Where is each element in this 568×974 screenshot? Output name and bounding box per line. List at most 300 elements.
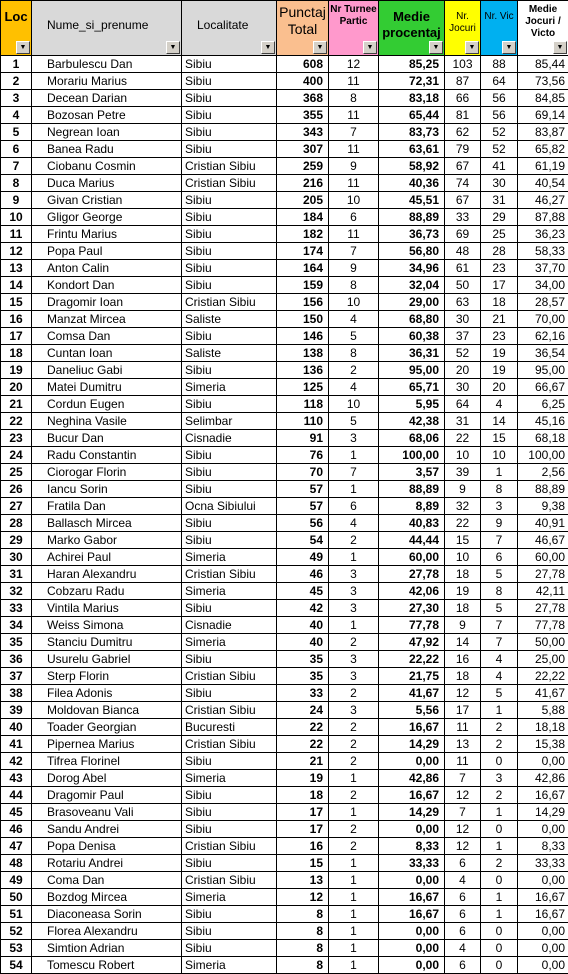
cell-games-per-win[interactable]: 70,00 bbox=[518, 311, 568, 328]
table-row[interactable] bbox=[1, 226, 568, 243]
cell-avg-percent[interactable]: 0,00 bbox=[379, 821, 445, 838]
cell-city[interactable]: Cristian Sibiu bbox=[182, 702, 277, 719]
cell-name[interactable]: Bozosan Petre bbox=[32, 107, 182, 124]
cell-name[interactable]: Comsa Dan bbox=[32, 328, 182, 345]
cell-games[interactable]: 6 bbox=[445, 889, 481, 906]
cell-wins[interactable]: 0 bbox=[481, 940, 518, 957]
cell-games[interactable]: 22 bbox=[445, 515, 481, 532]
cell-games[interactable]: 7 bbox=[445, 770, 481, 787]
cell-name[interactable]: Daneliuc Gabi bbox=[32, 362, 182, 379]
cell-points[interactable]: 57 bbox=[277, 481, 329, 498]
cell-games[interactable]: 30 bbox=[445, 311, 481, 328]
cell-city[interactable]: Sibiu bbox=[182, 226, 277, 243]
cell-loc[interactable]: 47 bbox=[1, 838, 32, 855]
table-row[interactable] bbox=[1, 668, 568, 685]
filter-dropdown-icon[interactable]: ▼ bbox=[553, 41, 567, 54]
cell-avg-percent[interactable]: 14,29 bbox=[379, 804, 445, 821]
cell-city[interactable]: Saliste bbox=[182, 345, 277, 362]
cell-wins[interactable]: 23 bbox=[481, 328, 518, 345]
cell-games-per-win[interactable]: 73,56 bbox=[518, 73, 568, 90]
cell-wins[interactable]: 3 bbox=[481, 498, 518, 515]
cell-loc[interactable]: 36 bbox=[1, 651, 32, 668]
cell-loc[interactable]: 37 bbox=[1, 668, 32, 685]
cell-games[interactable]: 6 bbox=[445, 957, 481, 974]
cell-loc[interactable]: 51 bbox=[1, 906, 32, 923]
cell-games-per-win[interactable]: 16,67 bbox=[518, 906, 568, 923]
cell-wins[interactable]: 19 bbox=[481, 362, 518, 379]
cell-points[interactable]: 49 bbox=[277, 549, 329, 566]
cell-name[interactable]: Usurelu Gabriel bbox=[32, 651, 182, 668]
cell-wins[interactable]: 17 bbox=[481, 277, 518, 294]
cell-games[interactable]: 13 bbox=[445, 736, 481, 753]
cell-games-per-win[interactable]: 46,67 bbox=[518, 532, 568, 549]
cell-points[interactable]: 159 bbox=[277, 277, 329, 294]
cell-wins[interactable]: 56 bbox=[481, 90, 518, 107]
cell-games-per-win[interactable]: 50,00 bbox=[518, 634, 568, 651]
cell-tournaments[interactable]: 7 bbox=[329, 243, 379, 260]
cell-tournaments[interactable]: 12 bbox=[329, 56, 379, 73]
cell-loc[interactable]: 16 bbox=[1, 311, 32, 328]
cell-tournaments[interactable]: 2 bbox=[329, 787, 379, 804]
cell-name[interactable]: Cordun Eugen bbox=[32, 396, 182, 413]
cell-wins[interactable]: 0 bbox=[481, 753, 518, 770]
cell-city[interactable]: Sibiu bbox=[182, 855, 277, 872]
cell-wins[interactable]: 18 bbox=[481, 294, 518, 311]
cell-wins[interactable]: 30 bbox=[481, 175, 518, 192]
cell-tournaments[interactable]: 3 bbox=[329, 668, 379, 685]
cell-avg-percent[interactable]: 34,96 bbox=[379, 260, 445, 277]
cell-games[interactable]: 52 bbox=[445, 345, 481, 362]
header-points[interactable] bbox=[277, 1, 329, 56]
cell-city[interactable]: Cristian Sibiu bbox=[182, 175, 277, 192]
cell-city[interactable]: Sibiu bbox=[182, 753, 277, 770]
cell-tournaments[interactable]: 2 bbox=[329, 753, 379, 770]
cell-games-per-win[interactable]: 46,27 bbox=[518, 192, 568, 209]
cell-name[interactable]: Givan Cristian bbox=[32, 192, 182, 209]
cell-games[interactable]: 63 bbox=[445, 294, 481, 311]
cell-tournaments[interactable]: 1 bbox=[329, 617, 379, 634]
cell-tournaments[interactable]: 5 bbox=[329, 328, 379, 345]
table-row[interactable] bbox=[1, 821, 568, 838]
cell-wins[interactable]: 23 bbox=[481, 260, 518, 277]
cell-tournaments[interactable]: 8 bbox=[329, 90, 379, 107]
table-row[interactable] bbox=[1, 413, 568, 430]
cell-city[interactable]: Cristian Sibiu bbox=[182, 838, 277, 855]
cell-games-per-win[interactable]: 16,67 bbox=[518, 889, 568, 906]
cell-points[interactable]: 42 bbox=[277, 600, 329, 617]
cell-tournaments[interactable]: 1 bbox=[329, 906, 379, 923]
cell-city[interactable]: Sibiu bbox=[182, 209, 277, 226]
cell-loc[interactable]: 50 bbox=[1, 889, 32, 906]
cell-tournaments[interactable]: 3 bbox=[329, 583, 379, 600]
cell-name[interactable]: Gligor George bbox=[32, 209, 182, 226]
cell-points[interactable]: 54 bbox=[277, 532, 329, 549]
cell-city[interactable]: Sibiu bbox=[182, 600, 277, 617]
cell-name[interactable]: Tomescu Robert bbox=[32, 957, 182, 974]
cell-points[interactable]: 35 bbox=[277, 651, 329, 668]
table-row[interactable] bbox=[1, 311, 568, 328]
cell-games[interactable]: 12 bbox=[445, 685, 481, 702]
cell-loc[interactable]: 2 bbox=[1, 73, 32, 90]
cell-name[interactable]: Bucur Dan bbox=[32, 430, 182, 447]
cell-wins[interactable]: 1 bbox=[481, 464, 518, 481]
cell-city[interactable]: Sibiu bbox=[182, 685, 277, 702]
cell-name[interactable]: Sterp Florin bbox=[32, 668, 182, 685]
cell-loc[interactable]: 5 bbox=[1, 124, 32, 141]
cell-name[interactable]: Matei Dumitru bbox=[32, 379, 182, 396]
cell-name[interactable]: Filea Adonis bbox=[32, 685, 182, 702]
cell-city[interactable]: Simeria bbox=[182, 549, 277, 566]
cell-loc[interactable]: 23 bbox=[1, 430, 32, 447]
cell-name[interactable]: Dragomir Ioan bbox=[32, 294, 182, 311]
cell-city[interactable]: Cristian Sibiu bbox=[182, 872, 277, 889]
cell-wins[interactable]: 15 bbox=[481, 430, 518, 447]
cell-points[interactable]: 184 bbox=[277, 209, 329, 226]
cell-tournaments[interactable]: 1 bbox=[329, 549, 379, 566]
cell-tournaments[interactable]: 10 bbox=[329, 192, 379, 209]
cell-avg-percent[interactable]: 36,73 bbox=[379, 226, 445, 243]
cell-tournaments[interactable]: 4 bbox=[329, 311, 379, 328]
cell-games-per-win[interactable]: 100,00 bbox=[518, 447, 568, 464]
cell-games[interactable]: 12 bbox=[445, 838, 481, 855]
cell-points[interactable]: 156 bbox=[277, 294, 329, 311]
table-row[interactable] bbox=[1, 872, 568, 889]
cell-loc[interactable]: 39 bbox=[1, 702, 32, 719]
cell-games-per-win[interactable]: 0,00 bbox=[518, 940, 568, 957]
cell-avg-percent[interactable]: 40,83 bbox=[379, 515, 445, 532]
cell-wins[interactable]: 31 bbox=[481, 192, 518, 209]
cell-avg-percent[interactable]: 3,57 bbox=[379, 464, 445, 481]
table-row[interactable] bbox=[1, 787, 568, 804]
cell-loc[interactable]: 29 bbox=[1, 532, 32, 549]
cell-city[interactable]: Sibiu bbox=[182, 804, 277, 821]
cell-tournaments[interactable]: 2 bbox=[329, 634, 379, 651]
cell-tournaments[interactable]: 11 bbox=[329, 226, 379, 243]
cell-points[interactable]: 307 bbox=[277, 141, 329, 158]
table-row[interactable] bbox=[1, 243, 568, 260]
cell-city[interactable]: Sibiu bbox=[182, 107, 277, 124]
cell-points[interactable]: 76 bbox=[277, 447, 329, 464]
cell-games-per-win[interactable]: 42,86 bbox=[518, 770, 568, 787]
cell-city[interactable]: Saliste bbox=[182, 311, 277, 328]
cell-wins[interactable]: 7 bbox=[481, 634, 518, 651]
table-row[interactable] bbox=[1, 736, 568, 753]
table-row[interactable] bbox=[1, 328, 568, 345]
cell-games-per-win[interactable]: 14,29 bbox=[518, 804, 568, 821]
cell-loc[interactable]: 13 bbox=[1, 260, 32, 277]
cell-avg-percent[interactable]: 0,00 bbox=[379, 940, 445, 957]
cell-loc[interactable]: 28 bbox=[1, 515, 32, 532]
cell-name[interactable]: Ciorogar Florin bbox=[32, 464, 182, 481]
cell-loc[interactable]: 35 bbox=[1, 634, 32, 651]
cell-avg-percent[interactable]: 42,06 bbox=[379, 583, 445, 600]
cell-tournaments[interactable]: 6 bbox=[329, 498, 379, 515]
cell-games-per-win[interactable]: 95,00 bbox=[518, 362, 568, 379]
cell-games-per-win[interactable]: 0,00 bbox=[518, 753, 568, 770]
cell-avg-percent[interactable]: 36,31 bbox=[379, 345, 445, 362]
cell-tournaments[interactable]: 4 bbox=[329, 515, 379, 532]
cell-wins[interactable]: 21 bbox=[481, 311, 518, 328]
cell-tournaments[interactable]: 10 bbox=[329, 396, 379, 413]
cell-games[interactable]: 18 bbox=[445, 566, 481, 583]
cell-city[interactable]: Sibiu bbox=[182, 90, 277, 107]
cell-points[interactable]: 400 bbox=[277, 73, 329, 90]
cell-tournaments[interactable]: 2 bbox=[329, 362, 379, 379]
cell-games-per-win[interactable]: 33,33 bbox=[518, 855, 568, 872]
cell-avg-percent[interactable]: 60,38 bbox=[379, 328, 445, 345]
cell-games[interactable]: 10 bbox=[445, 549, 481, 566]
cell-games[interactable]: 103 bbox=[445, 56, 481, 73]
table-row[interactable] bbox=[1, 90, 568, 107]
cell-name[interactable]: Popa Denisa bbox=[32, 838, 182, 855]
cell-city[interactable]: Sibiu bbox=[182, 260, 277, 277]
cell-avg-percent[interactable]: 32,04 bbox=[379, 277, 445, 294]
cell-city[interactable]: Sibiu bbox=[182, 328, 277, 345]
cell-games-per-win[interactable]: 27,78 bbox=[518, 566, 568, 583]
cell-points[interactable]: 57 bbox=[277, 498, 329, 515]
cell-games[interactable]: 18 bbox=[445, 600, 481, 617]
cell-loc[interactable]: 3 bbox=[1, 90, 32, 107]
cell-wins[interactable]: 2 bbox=[481, 855, 518, 872]
cell-games-per-win[interactable]: 42,11 bbox=[518, 583, 568, 600]
cell-games[interactable]: 16 bbox=[445, 651, 481, 668]
cell-tournaments[interactable]: 11 bbox=[329, 175, 379, 192]
cell-points[interactable]: 91 bbox=[277, 430, 329, 447]
cell-tournaments[interactable]: 1 bbox=[329, 855, 379, 872]
cell-avg-percent[interactable]: 88,89 bbox=[379, 481, 445, 498]
cell-name[interactable]: Fratila Dan bbox=[32, 498, 182, 515]
cell-city[interactable]: Simeria bbox=[182, 770, 277, 787]
cell-loc[interactable]: 14 bbox=[1, 277, 32, 294]
cell-loc[interactable]: 40 bbox=[1, 719, 32, 736]
cell-name[interactable]: Sandu Andrei bbox=[32, 821, 182, 838]
cell-avg-percent[interactable]: 0,00 bbox=[379, 957, 445, 974]
cell-wins[interactable]: 52 bbox=[481, 141, 518, 158]
cell-wins[interactable]: 64 bbox=[481, 73, 518, 90]
table-row[interactable] bbox=[1, 141, 568, 158]
cell-avg-percent[interactable]: 5,56 bbox=[379, 702, 445, 719]
cell-wins[interactable]: 4 bbox=[481, 396, 518, 413]
cell-games-per-win[interactable]: 0,00 bbox=[518, 821, 568, 838]
header-city[interactable] bbox=[182, 1, 277, 56]
cell-city[interactable]: Sibiu bbox=[182, 73, 277, 90]
cell-points[interactable]: 8 bbox=[277, 906, 329, 923]
cell-games[interactable]: 10 bbox=[445, 447, 481, 464]
cell-city[interactable]: Sibiu bbox=[182, 906, 277, 923]
cell-name[interactable]: Manzat Mircea bbox=[32, 311, 182, 328]
cell-tournaments[interactable]: 2 bbox=[329, 532, 379, 549]
cell-avg-percent[interactable]: 40,36 bbox=[379, 175, 445, 192]
table-row[interactable] bbox=[1, 957, 568, 974]
cell-wins[interactable]: 29 bbox=[481, 209, 518, 226]
cell-wins[interactable]: 25 bbox=[481, 226, 518, 243]
cell-city[interactable]: Sibiu bbox=[182, 940, 277, 957]
cell-loc[interactable]: 45 bbox=[1, 804, 32, 821]
cell-games-per-win[interactable]: 77,78 bbox=[518, 617, 568, 634]
filter-dropdown-icon[interactable]: ▼ bbox=[429, 41, 443, 54]
table-row[interactable] bbox=[1, 209, 568, 226]
cell-wins[interactable]: 1 bbox=[481, 838, 518, 855]
table-row[interactable] bbox=[1, 260, 568, 277]
cell-name[interactable]: Kondort Dan bbox=[32, 277, 182, 294]
cell-points[interactable]: 19 bbox=[277, 770, 329, 787]
cell-tournaments[interactable]: 3 bbox=[329, 600, 379, 617]
filter-dropdown-icon[interactable]: ▼ bbox=[166, 41, 180, 54]
cell-games-per-win[interactable]: 6,25 bbox=[518, 396, 568, 413]
cell-avg-percent[interactable]: 88,89 bbox=[379, 209, 445, 226]
cell-avg-percent[interactable]: 16,67 bbox=[379, 889, 445, 906]
cell-wins[interactable]: 9 bbox=[481, 515, 518, 532]
table-row[interactable] bbox=[1, 447, 568, 464]
cell-games[interactable]: 19 bbox=[445, 583, 481, 600]
filter-dropdown-icon[interactable]: ▼ bbox=[261, 41, 275, 54]
cell-games-per-win[interactable]: 84,85 bbox=[518, 90, 568, 107]
cell-games[interactable]: 79 bbox=[445, 141, 481, 158]
cell-wins[interactable]: 8 bbox=[481, 583, 518, 600]
cell-games-per-win[interactable]: 36,23 bbox=[518, 226, 568, 243]
header-loc[interactable] bbox=[1, 1, 32, 56]
cell-points[interactable]: 125 bbox=[277, 379, 329, 396]
cell-points[interactable]: 150 bbox=[277, 311, 329, 328]
cell-city[interactable]: Cisnadie bbox=[182, 430, 277, 447]
cell-city[interactable]: Sibiu bbox=[182, 277, 277, 294]
table-row[interactable] bbox=[1, 532, 568, 549]
cell-name[interactable]: Anton Calin bbox=[32, 260, 182, 277]
cell-tournaments[interactable]: 9 bbox=[329, 158, 379, 175]
cell-name[interactable]: Toader Georgian bbox=[32, 719, 182, 736]
table-row[interactable] bbox=[1, 719, 568, 736]
cell-games-per-win[interactable]: 22,22 bbox=[518, 668, 568, 685]
cell-games-per-win[interactable]: 45,16 bbox=[518, 413, 568, 430]
table-row[interactable] bbox=[1, 481, 568, 498]
cell-points[interactable]: 40 bbox=[277, 634, 329, 651]
table-row[interactable] bbox=[1, 889, 568, 906]
cell-wins[interactable]: 41 bbox=[481, 158, 518, 175]
cell-points[interactable]: 8 bbox=[277, 940, 329, 957]
cell-games-per-win[interactable]: 37,70 bbox=[518, 260, 568, 277]
cell-wins[interactable]: 19 bbox=[481, 345, 518, 362]
cell-name[interactable]: Haran Alexandru bbox=[32, 566, 182, 583]
cell-wins[interactable]: 7 bbox=[481, 617, 518, 634]
cell-loc[interactable]: 17 bbox=[1, 328, 32, 345]
cell-tournaments[interactable]: 2 bbox=[329, 838, 379, 855]
cell-games-per-win[interactable]: 0,00 bbox=[518, 872, 568, 889]
cell-games-per-win[interactable]: 9,38 bbox=[518, 498, 568, 515]
cell-avg-percent[interactable]: 42,38 bbox=[379, 413, 445, 430]
cell-name[interactable]: Frintu Marius bbox=[32, 226, 182, 243]
cell-wins[interactable]: 28 bbox=[481, 243, 518, 260]
header-wins[interactable] bbox=[481, 1, 518, 56]
cell-tournaments[interactable]: 2 bbox=[329, 821, 379, 838]
cell-loc[interactable]: 42 bbox=[1, 753, 32, 770]
cell-games[interactable]: 6 bbox=[445, 923, 481, 940]
cell-games[interactable]: 39 bbox=[445, 464, 481, 481]
cell-games[interactable]: 4 bbox=[445, 940, 481, 957]
cell-loc[interactable]: 48 bbox=[1, 855, 32, 872]
cell-points[interactable]: 22 bbox=[277, 736, 329, 753]
table-row[interactable] bbox=[1, 583, 568, 600]
cell-tournaments[interactable]: 3 bbox=[329, 651, 379, 668]
cell-city[interactable]: Sibiu bbox=[182, 532, 277, 549]
cell-wins[interactable]: 0 bbox=[481, 821, 518, 838]
table-row[interactable] bbox=[1, 634, 568, 651]
cell-name[interactable]: Florea Alexandru bbox=[32, 923, 182, 940]
cell-name[interactable]: Rotariu Andrei bbox=[32, 855, 182, 872]
cell-avg-percent[interactable]: 45,51 bbox=[379, 192, 445, 209]
cell-games[interactable]: 15 bbox=[445, 532, 481, 549]
cell-tournaments[interactable]: 1 bbox=[329, 481, 379, 498]
cell-city[interactable]: Sibiu bbox=[182, 192, 277, 209]
cell-points[interactable]: 110 bbox=[277, 413, 329, 430]
cell-avg-percent[interactable]: 29,00 bbox=[379, 294, 445, 311]
cell-city[interactable]: Cristian Sibiu bbox=[182, 294, 277, 311]
cell-loc[interactable]: 38 bbox=[1, 685, 32, 702]
cell-wins[interactable]: 52 bbox=[481, 124, 518, 141]
cell-name[interactable]: Moldovan Bianca bbox=[32, 702, 182, 719]
cell-city[interactable]: Simeria bbox=[182, 379, 277, 396]
cell-name[interactable]: Achirei Paul bbox=[32, 549, 182, 566]
cell-wins[interactable]: 4 bbox=[481, 651, 518, 668]
cell-wins[interactable]: 0 bbox=[481, 923, 518, 940]
cell-tournaments[interactable]: 1 bbox=[329, 447, 379, 464]
cell-games-per-win[interactable]: 5,88 bbox=[518, 702, 568, 719]
cell-games[interactable]: 61 bbox=[445, 260, 481, 277]
cell-games[interactable]: 12 bbox=[445, 821, 481, 838]
cell-avg-percent[interactable]: 56,80 bbox=[379, 243, 445, 260]
cell-games-per-win[interactable]: 2,56 bbox=[518, 464, 568, 481]
cell-games-per-win[interactable]: 18,18 bbox=[518, 719, 568, 736]
cell-games[interactable]: 62 bbox=[445, 124, 481, 141]
cell-name[interactable]: Brasoveanu Vali bbox=[32, 804, 182, 821]
cell-games-per-win[interactable]: 0,00 bbox=[518, 957, 568, 974]
cell-tournaments[interactable]: 7 bbox=[329, 124, 379, 141]
cell-games-per-win[interactable]: 34,00 bbox=[518, 277, 568, 294]
cell-games[interactable]: 48 bbox=[445, 243, 481, 260]
cell-games-per-win[interactable]: 58,33 bbox=[518, 243, 568, 260]
cell-points[interactable]: 56 bbox=[277, 515, 329, 532]
cell-city[interactable]: Ocna Sibiului bbox=[182, 498, 277, 515]
cell-loc[interactable]: 11 bbox=[1, 226, 32, 243]
cell-points[interactable]: 216 bbox=[277, 175, 329, 192]
table-row[interactable] bbox=[1, 651, 568, 668]
cell-city[interactable]: Sibiu bbox=[182, 787, 277, 804]
cell-games-per-win[interactable]: 41,67 bbox=[518, 685, 568, 702]
cell-tournaments[interactable]: 5 bbox=[329, 413, 379, 430]
cell-avg-percent[interactable]: 60,00 bbox=[379, 549, 445, 566]
cell-loc[interactable]: 53 bbox=[1, 940, 32, 957]
cell-tournaments[interactable]: 6 bbox=[329, 209, 379, 226]
table-row[interactable] bbox=[1, 192, 568, 209]
cell-games-per-win[interactable]: 15,38 bbox=[518, 736, 568, 753]
cell-name[interactable]: Coma Dan bbox=[32, 872, 182, 889]
table-row[interactable] bbox=[1, 753, 568, 770]
cell-games[interactable]: 69 bbox=[445, 226, 481, 243]
cell-points[interactable]: 136 bbox=[277, 362, 329, 379]
table-row[interactable] bbox=[1, 515, 568, 532]
cell-city[interactable]: Cristian Sibiu bbox=[182, 668, 277, 685]
cell-name[interactable]: Simtion Adrian bbox=[32, 940, 182, 957]
cell-games-per-win[interactable]: 66,67 bbox=[518, 379, 568, 396]
cell-points[interactable]: 18 bbox=[277, 787, 329, 804]
cell-points[interactable]: 355 bbox=[277, 107, 329, 124]
cell-wins[interactable]: 10 bbox=[481, 447, 518, 464]
cell-name[interactable]: Neghina Vasile bbox=[32, 413, 182, 430]
header-games-per-win[interactable] bbox=[518, 1, 568, 56]
cell-games[interactable]: 67 bbox=[445, 158, 481, 175]
cell-avg-percent[interactable]: 85,25 bbox=[379, 56, 445, 73]
cell-games[interactable]: 50 bbox=[445, 277, 481, 294]
cell-name[interactable]: Dragomir Paul bbox=[32, 787, 182, 804]
